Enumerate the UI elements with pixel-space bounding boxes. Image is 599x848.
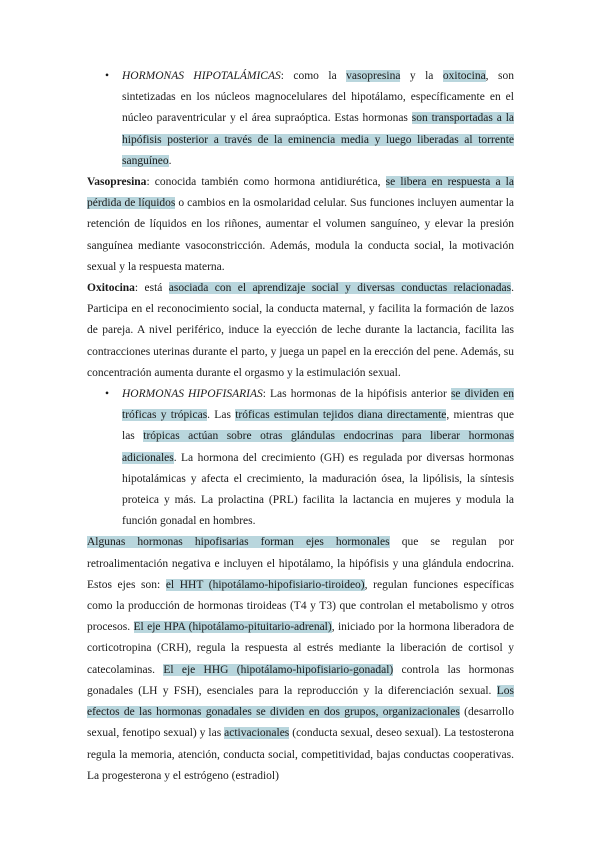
highlight: oxitocina (442, 70, 486, 82)
highlight: activacionales (224, 727, 290, 740)
paragraph-ejes: Algunas hormonas hipofisarias forman ejes hormonales que se regulan por retroalimentación negativa e incluyen el hipotálamo, la hipófisis y una glándula endocrina. Estos ejes son: el HHT (hipotálamo-hipofisiario-tiroideo), regulan funciones específicas como la producción de hormonas tiroideas (T4 y T3) que controlan el metabolismo y otros procesos. El eje HPA (hipotálamo-pituitario-adrenal), iniciado por la hormona liberadora de corticotropina (CRH), regula la respuesta al estrés mediante la liberación de cortisol y catecolaminas. El eje HHG (hipotálamo-hipofisiario-gonadal) controla las hormonas gonadales (LH y FSH), esenciales para la reproducción y la diferenciación sexual. Los efectos de las hormonas gonadales se dividen en dos grupos, organizacionales (desarrollo sexual, fenotipo sexual) y las activacionales (conducta sexual, deseo sexual). La testosterona regula la memoria, atención, conducta social, competitividad, bajas conductas cooperativas. La progesterona y el estrógeno (estradiol) (87, 536, 514, 782)
bullet-hipofisarias (87, 384, 514, 532)
highlight: se libera en respuesta a la pérdida de líquidos (87, 176, 514, 210)
paragraph-hipofisarias: HORMONAS HIPOFISARIAS: Las hormonas de la hipófisis anterior se dividen en tróficas y trópicas. Las tróficas estimulan tejidos diana directamente, mientras que las trópicas actúan sobre otras glándulas endocrinas para liberar hormonas adicionales. La hormona del crecimiento (GH) es regulada por diversas hormonas hipotalámicas y afecta el crecimiento, la maduración ósea, la lipólisis, la síntesis proteica y más. La prolactina (PRL) facilita la lactancia en mujeres y modula la función gonadal en hombres. (122, 388, 515, 528)
highlight: el HHT (hipotálamo-hipofisiario-tiroideo) (165, 578, 365, 591)
term-oxitocina: Oxitocina (87, 282, 135, 295)
highlight: El eje HHG (hipotálamo-hipofisiario-gonadal) (163, 663, 394, 676)
bullet-hipotalamicas (87, 66, 514, 172)
heading-hipotalamicas: HORMONAS HIPOTALÁMICAS (122, 70, 281, 82)
document-page (87, 66, 514, 787)
highlight: se dividen en tróficas y trópicas (122, 388, 515, 422)
highlight: son transportadas a la hipófisis posterior a través de la eminencia media y luego liberadas al torrente sanguíneo (122, 112, 514, 167)
highlight: tróficas estimulan tejidos diana directamente (235, 409, 447, 422)
bullet-marker: • (105, 388, 110, 401)
heading-hipofisarias: HORMONAS HIPOFISARIAS (122, 388, 263, 401)
highlight: asociada con el aprendizaje social y diversas conductas relacionadas (168, 282, 512, 295)
paragraph-hipotalamicas: HORMONAS HIPOTALÁMICAS: como la vasopresina y la oxitocina, son sintetizadas en los núcleos magnocelulares del hipotálamo, específicamente en el núcleo paraventricular y el área supraóptica. Estas hormonas son transportadas a la hipófisis posterior a través de la eminencia media y luego liberadas al torrente sanguíneo. (122, 70, 514, 167)
paragraph-vasopresina: Vasopresina: conocida también como hormona antidiurética, se libera en respuesta a la pérdida de líquidos o cambios en la osmolaridad celular. Sus funciones incluyen aumentar la retención de líquidos en los riñones, aumentar el volumen sanguíneo, y elevar la presión sanguínea mediante vasoconstricción. Además, modula la conducta social, la motivación sexual y la respuesta materna. (87, 176, 515, 273)
paragraph-oxitocina: Oxitocina: está asociada con el aprendizaje social y diversas conductas relacionadas. Participa en el reconocimiento social, la conducta maternal, y facilita la formación de lazos de pareja. A nivel periférico, induce la eyección de leche durante la lactancia, facilita las contracciones uterinas durante el parto, y juega un papel en la erección del pene. Además, su concentración aumenta durante el orgasmo y la estimulación sexual. (87, 282, 514, 379)
bullet-marker: • (105, 70, 110, 82)
term-vasopresina: Vasopresina (87, 176, 147, 189)
highlight: Algunas hormonas hipofisarias forman ejes hormonales (87, 536, 390, 549)
highlight: El eje HPA (hipotálamo-pituitario-adrenal) (133, 621, 332, 634)
highlight: vasopresina (346, 70, 401, 82)
highlight: trópicas actúan sobre otras glándulas endocrinas para liberar hormonas adicionales (122, 430, 514, 464)
highlight: Los efectos de las hormonas gonadales se dividen en dos grupos, organizacionales (87, 684, 514, 719)
